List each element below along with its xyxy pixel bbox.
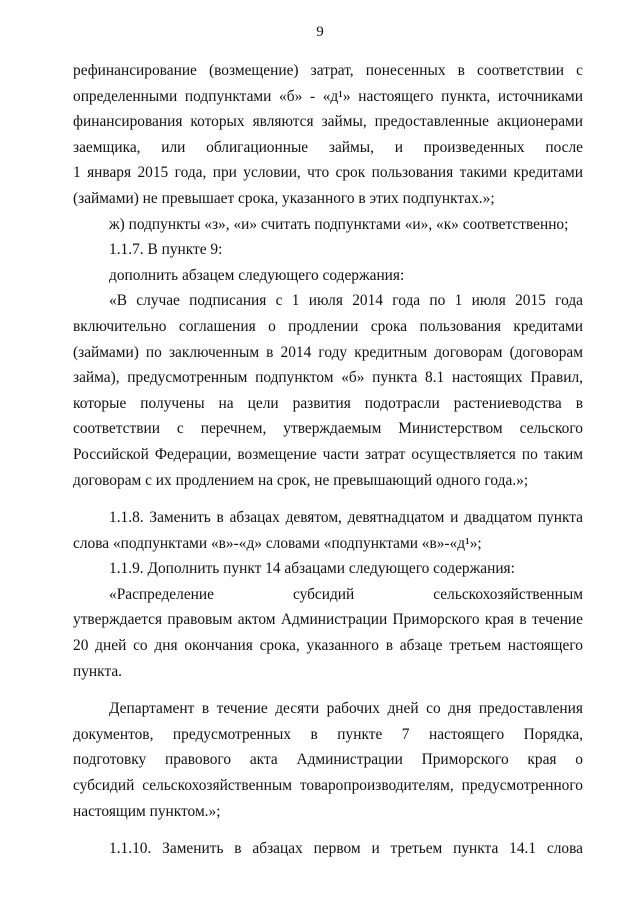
text-line: определенными подпунктами «б» - «д¹» настоящего пункта, источниками (73, 87, 583, 105)
text-line: Департамент в течение десяти рабочих дней со дня предоставления (109, 700, 583, 718)
text-line: дополнить абзацем следующего содержания: (109, 266, 405, 284)
text-line: 1.1.8. Заменить в абзацах девятом, девятнадцатом и двадцатом пункта (109, 509, 583, 527)
text-line: договорам с их продлением на срок, не превышающий одного года.»; (73, 471, 529, 489)
text-line: 1 января 2015 года, при условии, что срок пользования такими кредитами (73, 164, 583, 182)
text-line: 20 дней со дня окончания срока, указанного в абзаце третьем настоящего (73, 637, 583, 655)
text-line: пункта. (73, 662, 123, 680)
text-line: субсидий сельскохозяйственным товаропроизводителям, предусмотренного (73, 777, 583, 795)
paragraph-gap (73, 684, 583, 696)
text-line: заемщика, или облигационные займы, и произведенных после (73, 138, 583, 156)
text-line: (займами) по заключенным в 2014 году кредитным договорам (договорам (73, 343, 583, 361)
text-line: займа), предусмотренным подпунктом «б» пункта 8.1 настоящих Правил, (73, 369, 583, 387)
text-line: 1.1.7. В пункте 9: (109, 241, 223, 259)
paragraph-gap (73, 824, 583, 836)
text-line: финансирования которых являются займы, предоставленные акционерами (73, 113, 583, 131)
text-line: включительно соглашения о продлении срока пользования кредитами (73, 317, 583, 335)
text-line: «Распределение субсидий сельскохозяйственным (109, 585, 583, 603)
text-line: подготовку правового акта Администрации Приморского края о (73, 751, 583, 769)
text-line: Российской Федерации, возмещение части затрат осуществляется по таким (73, 445, 583, 463)
page-number: 9 (316, 24, 324, 40)
text-line: настоящим пунктом.»; (73, 802, 221, 820)
text-line: документов, предусмотренных в пункте 7 настоящего Порядка, (73, 725, 583, 743)
text-line: ж) подпункты «з», «и» считать подпунктами «и», «к» соответственно; (109, 215, 569, 233)
text-line: утверждается правовым актом Администрации Приморского края в течение (73, 611, 583, 629)
text-line: рефинансирование (возмещение) затрат, понесенных в соответствии с (73, 62, 583, 79)
text-line: слова «подпунктами «в»-«д» словами «подпунктами «в»-«д¹»; (73, 534, 482, 552)
paragraph-gap (73, 493, 583, 505)
document-body (73, 58, 583, 862)
text-line: соответствии с перечнем, утверждаемым Министерством сельского (73, 420, 583, 438)
text-line: 1.1.9. Дополнить пункт 14 абзацами следующего содержания: (109, 560, 515, 578)
text-line: 1.1.10. Заменить в абзацах первом и третьем пункта 14.1 слова (109, 840, 583, 858)
text-line: «В случае подписания с 1 июля 2014 года по 1 июля 2015 года (109, 292, 583, 310)
text-line: которые получены на цели развития подотрасли растениеводства в (73, 394, 583, 412)
text-line: (займами) не превышает срока, указанного в этих подпунктах.»; (73, 189, 495, 207)
